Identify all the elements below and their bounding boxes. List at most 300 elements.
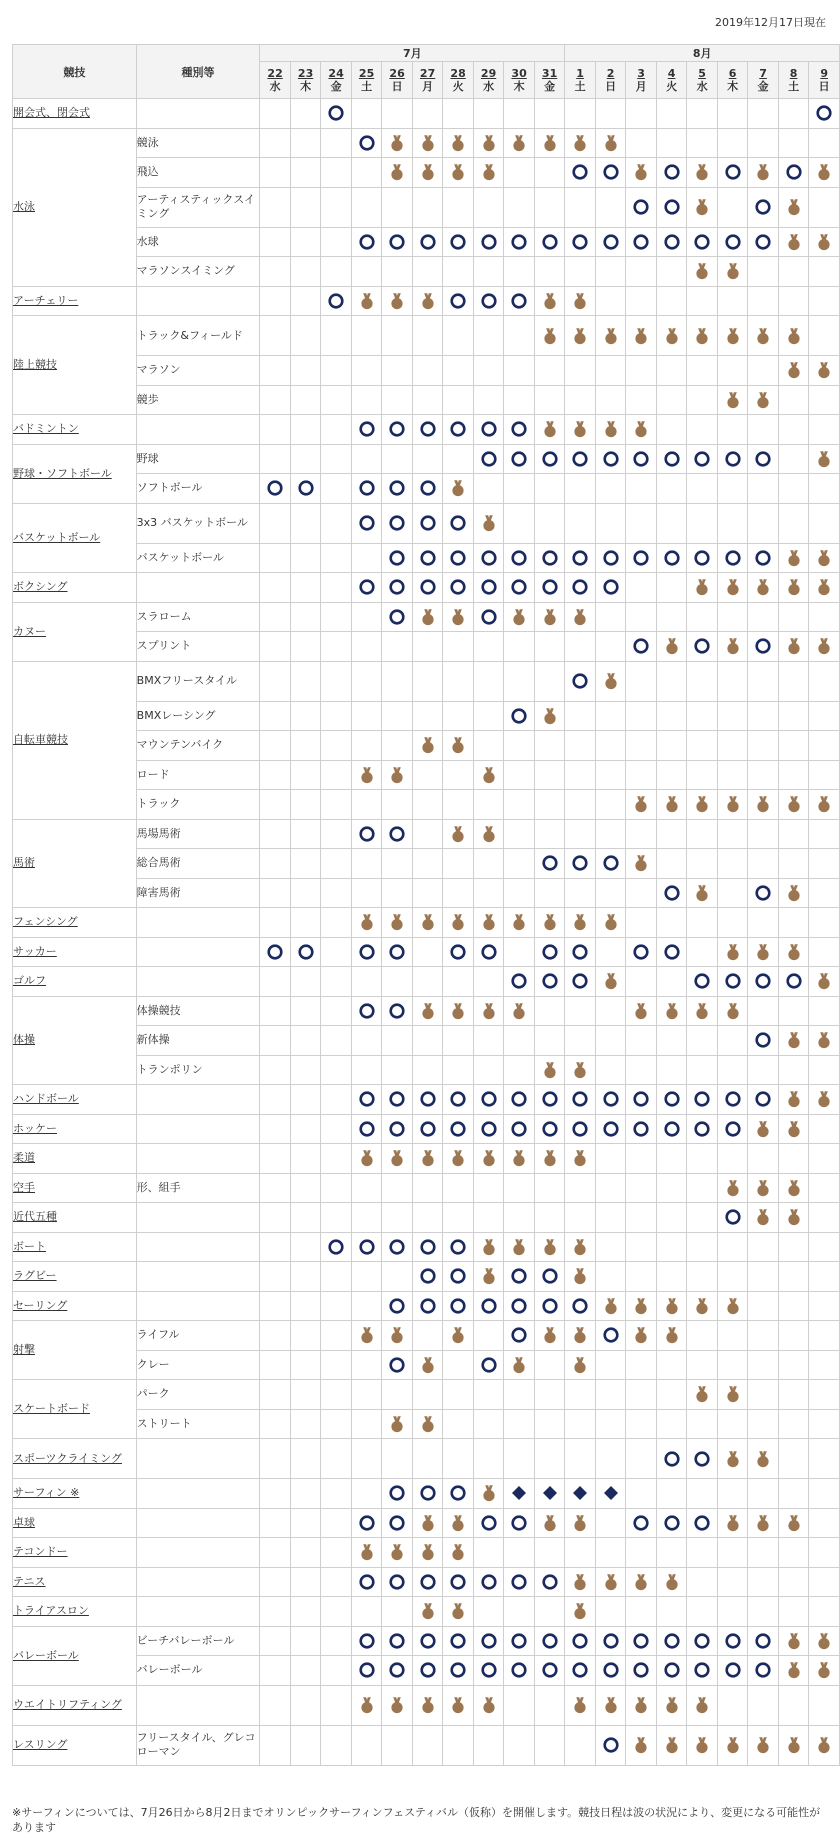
day-cell (504, 503, 535, 543)
day-cell (809, 474, 840, 504)
day-cell (382, 908, 413, 938)
session-ring-icon (632, 1661, 650, 1679)
day-cell (412, 1656, 443, 1686)
day-cell (687, 1232, 718, 1262)
day-cell (809, 286, 840, 316)
day-cell (382, 1114, 413, 1144)
event-cell: ソフトボール (136, 474, 260, 504)
medal-event-icon (632, 854, 650, 872)
day-number[interactable]: 31 (541, 67, 558, 80)
day-cell (443, 227, 474, 257)
day-cell (260, 356, 291, 386)
day-number[interactable]: 29 (480, 67, 497, 80)
medal-event-icon (419, 163, 437, 181)
day-cell (473, 99, 504, 129)
day-cell (260, 1291, 291, 1321)
day-cell (565, 731, 596, 761)
sport-link[interactable]: カヌー (13, 624, 46, 638)
session-ring-icon (693, 549, 711, 567)
sport-link[interactable]: バレーボール (13, 1648, 79, 1662)
day-cell (351, 819, 382, 849)
day-cell (382, 385, 413, 415)
day-cell (473, 632, 504, 662)
day-cell (626, 1262, 657, 1292)
medal-event-icon (602, 134, 620, 152)
medal-event-icon (449, 608, 467, 626)
day-cell (382, 227, 413, 257)
day-number[interactable]: 22 (267, 67, 283, 80)
day-cell (778, 819, 809, 849)
day-cell (656, 1055, 687, 1085)
day-cell (778, 1203, 809, 1233)
day-cell (687, 474, 718, 504)
medal-event-icon (358, 1543, 376, 1561)
day-cell (290, 937, 321, 967)
day-cell (412, 1508, 443, 1538)
day-cell (260, 1626, 291, 1656)
session-ring-icon (815, 104, 833, 122)
medal-event-icon (571, 1267, 589, 1285)
sport-link[interactable]: バスケットボール (13, 530, 101, 544)
session-ring-icon (419, 514, 437, 532)
day-cell (717, 1085, 748, 1115)
day-cell (565, 1685, 596, 1725)
sport-link[interactable]: サッカー (13, 944, 57, 958)
day-cell (534, 701, 565, 731)
sport-cell (13, 1262, 137, 1292)
day-cell (717, 1538, 748, 1568)
session-ring-icon (571, 450, 589, 468)
sport-link[interactable]: ラグビー (13, 1269, 57, 1283)
event-cell: アーティスティックスイミング (136, 187, 260, 227)
day-cell (809, 849, 840, 879)
day-cell (382, 1479, 413, 1509)
medal-event-icon (449, 913, 467, 931)
day-number[interactable]: 7 (759, 67, 767, 80)
day-cell (565, 99, 596, 129)
day-cell (687, 849, 718, 879)
day-cell (260, 1144, 291, 1174)
day-cell (595, 996, 626, 1026)
day-cell (687, 316, 718, 356)
sport-cell (13, 1538, 137, 1568)
day-cell (809, 573, 840, 603)
medal-event-icon (419, 1356, 437, 1374)
day-cell (687, 632, 718, 662)
day-cell (809, 227, 840, 257)
medal-event-icon (693, 1736, 711, 1754)
day-cell (443, 316, 474, 356)
medal-event-icon (724, 1736, 742, 1754)
session-ring-icon (632, 198, 650, 216)
day-cell (809, 503, 840, 543)
event-cell (136, 1538, 260, 1568)
sport-link[interactable]: ウエイトリフティング (13, 1698, 122, 1711)
table-row (13, 1262, 840, 1292)
day-cell (595, 415, 626, 445)
medal-event-icon (510, 134, 528, 152)
sport-cell (13, 937, 137, 967)
day-cell (565, 385, 596, 415)
sport-link[interactable]: 馬術 (13, 856, 35, 870)
session-ring-icon (510, 1632, 528, 1650)
day-cell (717, 1291, 748, 1321)
medal-event-icon (571, 134, 589, 152)
day-cell (748, 632, 779, 662)
day-cell (687, 760, 718, 790)
medal-event-icon (480, 1484, 498, 1502)
sport-link[interactable]: 陸上競技 (13, 358, 57, 371)
session-ring-icon (449, 1484, 467, 1502)
day-number[interactable]: 9 (820, 67, 828, 80)
medal-event-icon (754, 578, 772, 596)
sport-link[interactable]: 水泳 (13, 200, 35, 213)
medal-event-icon (815, 1736, 833, 1754)
day-cell (565, 128, 596, 158)
day-cell (687, 503, 718, 543)
day-cell (717, 158, 748, 188)
day-cell (260, 1055, 291, 1085)
day-cell (351, 632, 382, 662)
event-cell: クレー (136, 1350, 260, 1380)
sport-link[interactable]: テニス (13, 1574, 46, 1588)
day-number[interactable]: 2 (606, 67, 615, 80)
day-cell (443, 1026, 474, 1056)
day-cell (778, 316, 809, 356)
session-ring-icon (693, 1632, 711, 1650)
session-ring-icon (571, 1120, 589, 1138)
day-cell (809, 1291, 840, 1321)
day-number[interactable]: 8 (789, 67, 798, 80)
day-cell (748, 849, 779, 879)
sport-link[interactable]: テコンドー (13, 1545, 68, 1559)
day-cell (809, 731, 840, 761)
sport-link[interactable]: ボクシング (13, 580, 68, 594)
day-cell (290, 1203, 321, 1233)
day-cell (412, 187, 443, 227)
day-cell (473, 1291, 504, 1321)
session-ring-icon (388, 1090, 406, 1108)
day-number[interactable]: 4 (667, 67, 676, 80)
day-cell (321, 187, 352, 227)
table-row (13, 543, 840, 573)
schedule-table-container (12, 44, 840, 1766)
sport-cell (13, 99, 137, 129)
session-ring-icon (358, 825, 376, 843)
medal-event-icon (388, 1149, 406, 1167)
day-cell (473, 1380, 504, 1410)
day-cell (565, 1626, 596, 1656)
day-cell (626, 444, 657, 474)
sport-link[interactable]: 柔道 (13, 1151, 35, 1165)
sport-cell (13, 1085, 137, 1115)
day-cell (565, 967, 596, 997)
day-cell (748, 819, 779, 849)
day-cell (443, 1597, 474, 1627)
sport-link[interactable]: ボート (13, 1239, 46, 1253)
day-cell (778, 1725, 809, 1765)
day-cell (321, 602, 352, 632)
day-cell (565, 790, 596, 820)
day-cell (260, 99, 291, 129)
session-ring-icon (510, 420, 528, 438)
sport-link[interactable]: 開会式、閉会式 (13, 106, 90, 120)
day-cell (748, 996, 779, 1026)
day-number[interactable]: 3 (637, 67, 645, 80)
day-cell (443, 573, 474, 603)
day-cell (717, 701, 748, 731)
day-cell (687, 1203, 718, 1233)
sport-link[interactable]: レスリング (13, 1738, 68, 1751)
day-cell (656, 1725, 687, 1765)
session-ring-icon (693, 1661, 711, 1679)
day-cell (778, 1685, 809, 1725)
session-ring-icon (541, 1120, 559, 1138)
session-ring-icon (724, 1090, 742, 1108)
medal-event-icon (388, 1543, 406, 1561)
day-cell (748, 1055, 779, 1085)
table-row (13, 1538, 840, 1568)
sport-cell (13, 908, 137, 938)
event-cell: マラソンスイミング (136, 257, 260, 287)
day-cell (504, 1321, 535, 1351)
day-number[interactable]: 30 (511, 67, 527, 80)
weekday: 土 (788, 80, 800, 93)
day-cell (473, 731, 504, 761)
day-cell (534, 128, 565, 158)
day-cell (626, 415, 657, 445)
sport-link[interactable]: スケートボード (13, 1402, 90, 1415)
medal-event-icon (571, 420, 589, 438)
session-ring-icon (724, 450, 742, 468)
day-cell (565, 878, 596, 908)
session-ring-icon (632, 233, 650, 251)
day-cell (809, 937, 840, 967)
day-cell (290, 227, 321, 257)
sport-link[interactable]: ゴルフ (13, 974, 46, 988)
session-ring-icon (663, 233, 681, 251)
day-cell (412, 967, 443, 997)
day-cell (565, 1291, 596, 1321)
sport-link[interactable]: サーフィン ※ (13, 1486, 80, 1500)
sport-link[interactable]: 近代五種 (13, 1210, 57, 1224)
medal-event-icon (632, 1326, 650, 1344)
event-cell (136, 1685, 260, 1725)
day-cell (382, 1567, 413, 1597)
sport-link[interactable]: セーリング (13, 1298, 68, 1312)
event-cell: バレーボール (136, 1656, 260, 1686)
day-cell (626, 1026, 657, 1056)
table-row (13, 99, 840, 129)
day-number[interactable]: 25 (358, 67, 375, 80)
sport-link[interactable]: フェンシング (13, 915, 78, 929)
day-cell (443, 187, 474, 227)
day-cell (565, 356, 596, 386)
session-ring-icon (632, 637, 650, 655)
day-cell (748, 573, 779, 603)
day-cell (687, 415, 718, 445)
table-row (13, 967, 840, 997)
sport-link[interactable]: アーチェリー (13, 293, 79, 307)
event-cell: ストリート (136, 1409, 260, 1439)
sport-link[interactable]: スポーツクライミング (13, 1451, 122, 1465)
day-cell (443, 1479, 474, 1509)
day-cell (748, 701, 779, 731)
day-cell (412, 257, 443, 287)
medal-event-icon (754, 327, 772, 345)
event-cell: 馬場馬術 (136, 819, 260, 849)
day-cell (717, 128, 748, 158)
sport-link[interactable]: ホッケー (13, 1121, 57, 1135)
day-cell (504, 128, 535, 158)
medal-event-icon (571, 327, 589, 345)
day-number[interactable]: 5 (698, 67, 706, 80)
sport-link[interactable]: ハンドボール (13, 1092, 79, 1106)
day-cell (565, 760, 596, 790)
day-cell (778, 99, 809, 129)
day-number[interactable]: 26 (389, 67, 405, 80)
day-cell (351, 1725, 382, 1765)
day-cell (565, 937, 596, 967)
day-cell (443, 1350, 474, 1380)
day-cell (656, 1026, 687, 1056)
day-cell (565, 701, 596, 731)
day-cell (443, 1439, 474, 1479)
day-cell (778, 573, 809, 603)
day-cell (748, 661, 779, 701)
day-cell (687, 661, 718, 701)
day-number[interactable]: 27 (419, 67, 436, 80)
day-cell (504, 878, 535, 908)
sport-link[interactable]: バドミントン (13, 422, 79, 436)
day-cell (321, 1380, 352, 1410)
day-cell (656, 1685, 687, 1725)
medal-event-icon (693, 1696, 711, 1714)
sport-link[interactable]: トライアスロン (13, 1604, 89, 1618)
day-cell (534, 1144, 565, 1174)
session-ring-icon (480, 1120, 498, 1138)
day-cell (687, 1685, 718, 1725)
day-cell (260, 1203, 291, 1233)
day-cell (290, 474, 321, 504)
day-cell (321, 286, 352, 316)
header-sport: 競技 (13, 45, 137, 99)
session-ring-icon (571, 1297, 589, 1315)
day-cell (504, 632, 535, 662)
sport-link[interactable]: 射撃 (13, 1343, 35, 1356)
day-cell (321, 1626, 352, 1656)
day-cell (443, 1085, 474, 1115)
day-cell (748, 257, 779, 287)
day-number[interactable]: 23 (297, 67, 314, 80)
day-cell (321, 849, 352, 879)
day-cell (748, 1291, 779, 1321)
day-cell (809, 790, 840, 820)
day-cell (565, 227, 596, 257)
day-cell (748, 1380, 779, 1410)
day-cell (595, 503, 626, 543)
day-cell (260, 632, 291, 662)
sport-link[interactable]: 自転車競技 (13, 733, 68, 746)
day-number[interactable]: 1 (576, 67, 584, 80)
session-ring-icon (571, 163, 589, 181)
day-cell (290, 257, 321, 287)
sport-cell (13, 1380, 137, 1439)
day-cell (717, 1114, 748, 1144)
day-cell (626, 356, 657, 386)
day-cell (412, 760, 443, 790)
day-cell (504, 1409, 535, 1439)
day-cell (473, 1656, 504, 1686)
session-ring-icon (724, 1120, 742, 1138)
medal-event-icon (815, 549, 833, 567)
day-cell (748, 128, 779, 158)
day-cell (809, 1479, 840, 1509)
day-cell (290, 1173, 321, 1203)
day-cell (778, 1262, 809, 1292)
day-cell (290, 731, 321, 761)
weekday: 日 (605, 80, 617, 93)
day-cell (534, 1508, 565, 1538)
day-cell (778, 1567, 809, 1597)
medal-event-icon (480, 134, 498, 152)
schedule-table (12, 44, 840, 1766)
session-ring-icon (388, 1661, 406, 1679)
sport-link[interactable]: 卓球 (13, 1515, 35, 1529)
day-cell (748, 1026, 779, 1056)
sport-link[interactable]: 野球・ソフトボール (13, 466, 112, 480)
medal-event-icon (754, 1179, 772, 1197)
day-cell (687, 257, 718, 287)
day-cell (626, 1173, 657, 1203)
day-cell (565, 187, 596, 227)
table-row (13, 760, 840, 790)
day-cell (260, 731, 291, 761)
day-cell (504, 1567, 535, 1597)
day-cell (656, 1597, 687, 1627)
day-cell (565, 543, 596, 573)
day-number[interactable]: 24 (328, 67, 344, 80)
day-cell (565, 849, 596, 879)
day-cell (717, 286, 748, 316)
session-ring-icon (449, 1632, 467, 1650)
sport-link[interactable]: 体操 (13, 1033, 35, 1047)
day-cell (626, 760, 657, 790)
day-cell (778, 385, 809, 415)
day-cell (321, 1262, 352, 1292)
medal-event-icon (449, 1002, 467, 1020)
day-cell (260, 1321, 291, 1351)
session-ring-icon (449, 549, 467, 567)
session-ring-icon (663, 1661, 681, 1679)
day-cell (595, 1439, 626, 1479)
day-cell (748, 227, 779, 257)
day-cell (778, 227, 809, 257)
session-ring-icon (358, 514, 376, 532)
day-number[interactable]: 6 (728, 67, 737, 80)
table-header (13, 45, 840, 99)
day-cell (382, 1144, 413, 1174)
day-cell (565, 158, 596, 188)
day-number[interactable]: 28 (450, 67, 466, 80)
session-ring-icon (449, 292, 467, 310)
day-cell (412, 790, 443, 820)
sport-link[interactable]: 空手 (13, 1180, 35, 1194)
day-cell (351, 602, 382, 632)
day-cell (351, 227, 382, 257)
sport-cell (13, 1597, 137, 1627)
session-ring-icon (419, 233, 437, 251)
